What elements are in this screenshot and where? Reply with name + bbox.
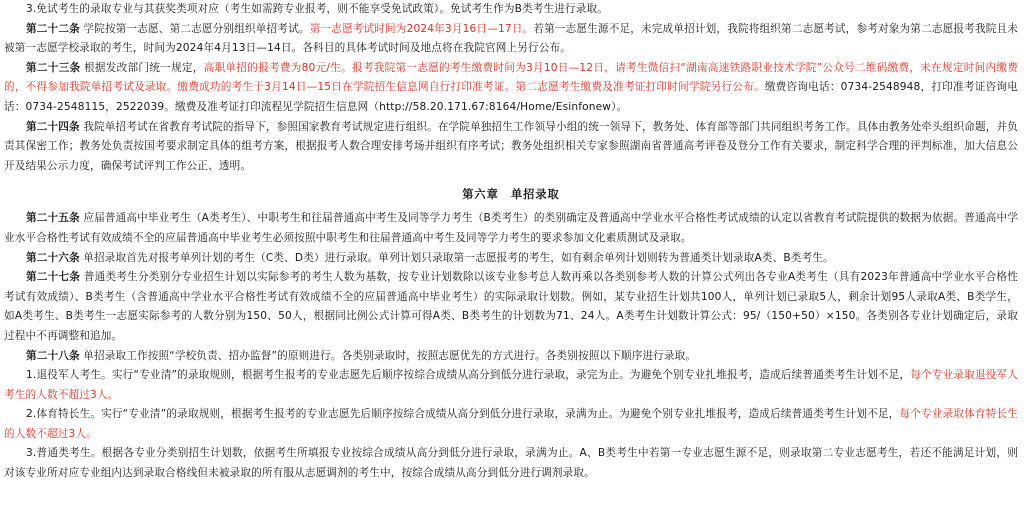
- article-number: 第二十五条: [26, 212, 80, 225]
- article-number: 第二十三条: [26, 61, 81, 74]
- list-item-text: 1.退役军人考生。实行“专业清”的录取规则，根据考生报考的专业志愿先后顺序按综合成绩从高分到低分进行录取，录完为止。为避免个别专业扎堆报考，造成后续普通类考生计划不足，: [26, 369, 911, 382]
- article-text: 学院按第一志愿、第二志愿分别组织单招考试。: [79, 22, 310, 35]
- article-27: [4, 268, 1018, 346]
- list-item-sports: [4, 405, 1018, 444]
- article-28: [4, 347, 1018, 367]
- article-number: 第二十二条: [26, 22, 80, 35]
- article-text: 单招录取首先对报考单列计划的考生（C类、D类）进行录取。单列计划只录取第一志愿报考的考生，如有剩余单列计划则转为普通类计划录取A类、B类考生。: [79, 251, 834, 264]
- chapter-heading: 第六章 单招录取: [462, 188, 560, 202]
- article-text: 若第一志愿生源不足，未完成单招计划，我院将组织第二志愿考试，参考对象为第二志愿报考我院且未被第一志愿学校录取的考生，时间为2024年4月13日—14日。各科目的具体考试时间及地点将在我院官网上另行公布。: [4, 22, 1018, 55]
- highlighted-text: 每个专业录取退役军人考生的人数不超过3人。: [4, 369, 1019, 401]
- article-text: 应届普通高中毕业考生（A类考生）、中职考生和往届普通高中考生及同等学力考生（B类考生）的类别确定及普通高中学业水平合格性考试成绩的认定以省教育考试院提供的数据为依据。普通高中学业水平合格性考试有效成绩不全的应届普通高中毕业考生必须按照中职考生和往届普通高中考生及同等学力考生的要求参加文化素质测试及录取。: [4, 212, 1018, 244]
- article-26: [4, 249, 1018, 269]
- article-number: 第二十七条: [26, 271, 81, 284]
- article-text: 单招录取工作按照“学校负责、招办监督”的原则进行。各类别录取时，按照志愿优先的方式进行。各类别按照以下顺序进行录取。: [79, 349, 697, 362]
- highlighted-text: 第一志愿考试时间为2024年3月16日—17日。: [309, 22, 534, 35]
- paragraph-text: 3.免试考生的录取专业与其获奖类项对应（考生如需跨专业报考，则不能享受免试政策）。免试考生作为B类考生进行录取。: [26, 3, 608, 15]
- list-item-veterans: [4, 366, 1018, 405]
- highlighted-text: 高职单招的报考费为80元/生。报考我院第一志愿的考生缴费时间为3月10日—12日，请考生微信扫“湖南高速铁路职业技术学院”公众号二维码缴费，未在规定时间内缴费的，不得参加我院单招考试及录取。缴费成功的考生于3月14日—15日在学院招生信息网自行打印准考证。第二志愿考生缴费及准考证打印时间学院另行公布。: [4, 61, 1019, 94]
- article-text: 普通类考生分类别分专业招生计划以实际参考的考生人数为基数，按专业计划数除以该专业参考总人数再乘以各类别参考人数的计算公式列出各专业A类考生（具有2023年普通高中学业水平合格性考试有效成绩）、B类考生（含普通高中学业水平合格性考试有效成绩不全的应届普通高中毕业考生）的实际录取计划数。例如，某专业招生计划共100人，单列计划已录取5人，剩余计划95人录取A类、B类学生，如A类考生、B类考生一志愿实际参考的人数分别为150、50人，根据同比例公式计算可得A类、B类考生的计划数为71、24人。A类考生计划数计算公式：95/（150+50）×150。各类别各专业计划确定后，录取过程中不再调整和追加。: [4, 271, 1018, 342]
- article-24: [4, 118, 1018, 177]
- article-text: 我院单招考试在省教育考试院的指导下，参照国家教育考试规定进行组织。在学院单独招生工作领导小组的统一领导下，教务处、体育部等部门共同组织考务工作。具体由教务处牵头组织命题，并负责其保密工作；教务处负责按国考要求制定具体的组考方案，根据报考人数合理安排考场并组织有序考试；教务处组织相关专家参照湖南省普通高考评卷及登分工作有关要求，制定科学合理的评判标准，加大信息公开及结果公示力度，确保考试评判工作公正、透明。: [4, 120, 1019, 172]
- article-25: [4, 209, 1018, 248]
- article-number: 第二十四条: [26, 120, 80, 133]
- article-number: 第二十六条: [26, 251, 80, 264]
- list-item-general: [4, 444, 1018, 483]
- article-number: 第二十八条: [26, 349, 80, 362]
- article-22: [4, 20, 1018, 59]
- article-23: [4, 59, 1018, 118]
- list-item-text: 2.体育特长生。实行“专业清”的录取规则，根据考生报考的专业志愿先后顺序按综合成绩从高分到低分进行录取，录满为止。为避免个别专业扎堆报考，造成后续普通类考生计划不足，: [26, 408, 900, 421]
- article-text: 缴费咨询电话：0734-2548948，打印准考证咨询电话：0734-2548115，2522039。缴费及准考证打印流程见学院招生信息网（http://58.20.171.67:8164/Home/Esinfonew）。: [4, 81, 1018, 113]
- article-text: 根据发改部门统一规定，: [80, 61, 204, 74]
- highlighted-text: 每个专业录取体育特长生的人数不超过3人。: [4, 408, 1019, 440]
- list-item-text: 3.普通类考生。根据各专业分类别招生计划数，依据考生所填报专业按综合成绩从高分到低分进行录取，录满为止。A、B类考生中若第一专业志愿生源不足，则录取第二专业志愿考生，若还不能满足计划，则对该专业所对应专业组内达到录取合格线但未被录取的所有服从志愿调剂的考生中，按综合成绩从高分到低分进行调剂录取。: [4, 447, 1018, 480]
- paragraph-exempt-admission: [4, 0, 1018, 20]
